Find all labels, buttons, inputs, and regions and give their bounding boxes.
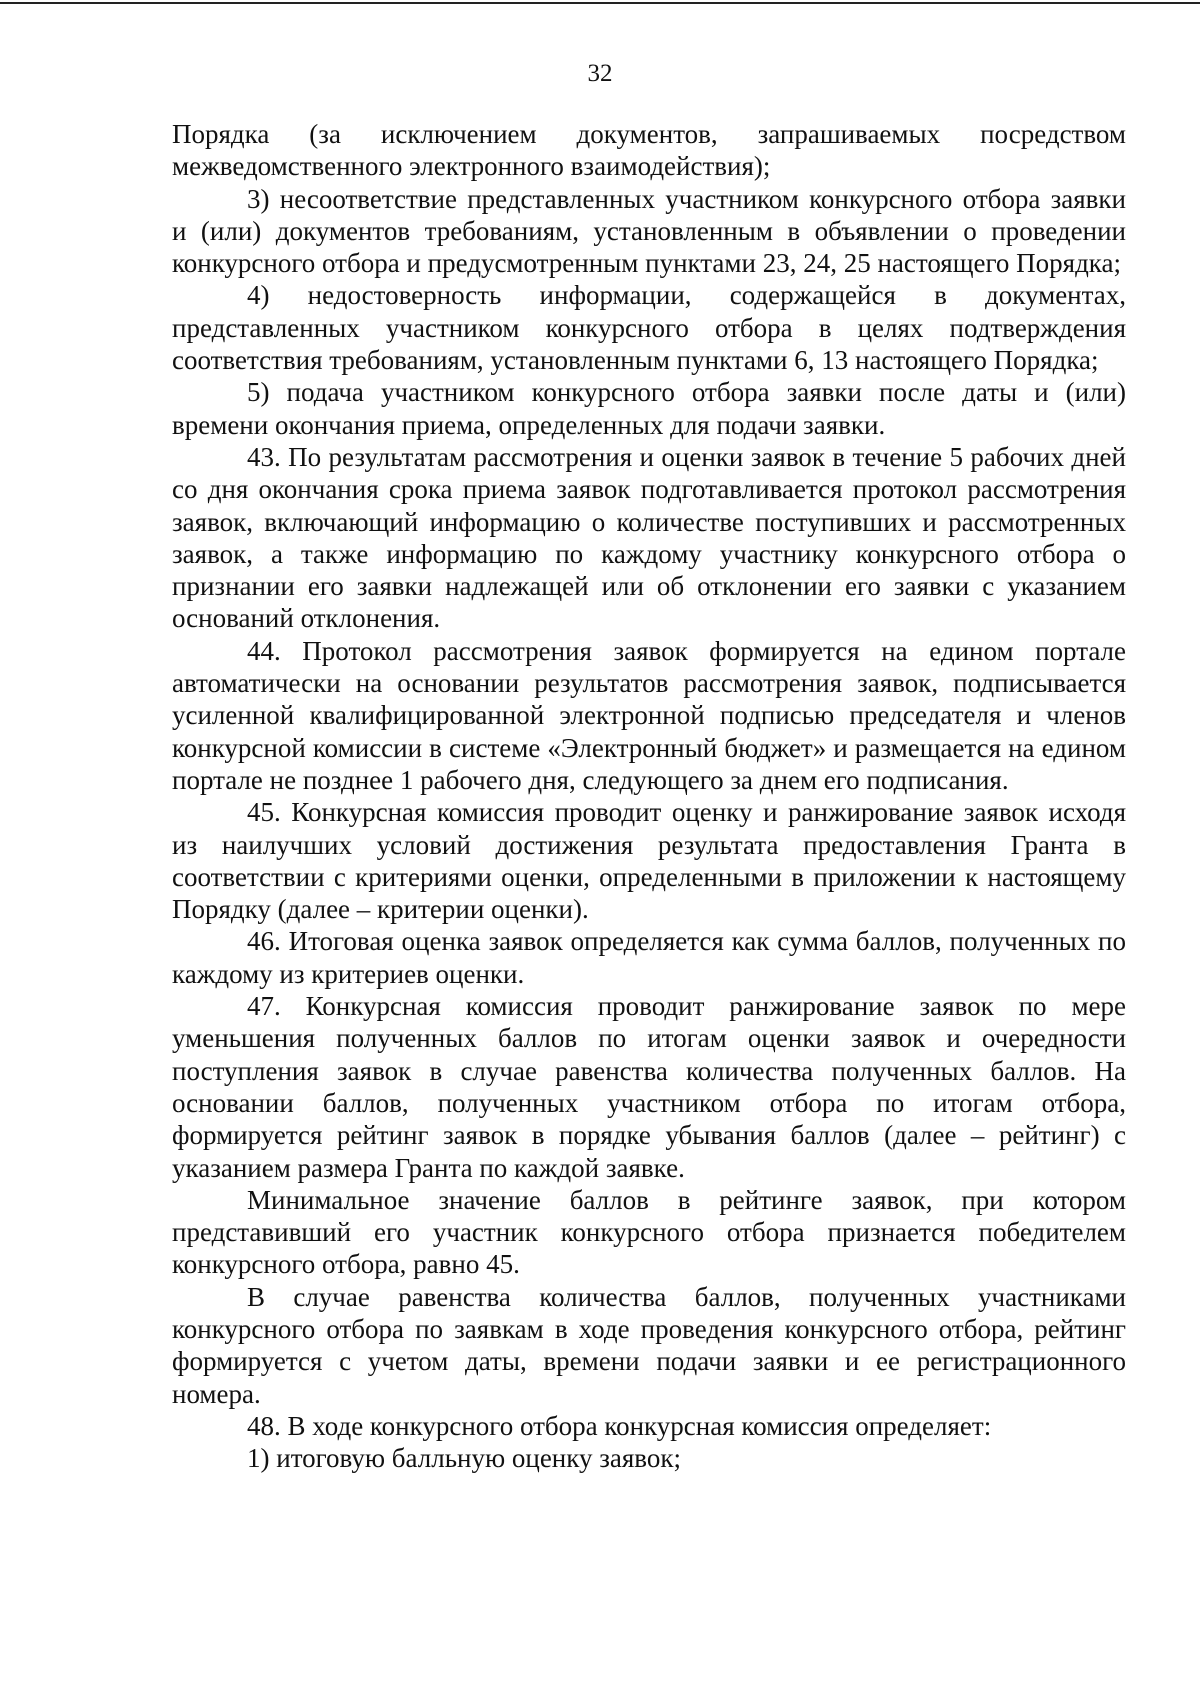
paragraph: 4) недостоверность информации, содержащейся в документах, представленных участником конкурсного отбора в целях подтверждения соответствия требованиям, установленным пунктами 6, 13 настоящего Порядка;: [172, 280, 1126, 376]
paragraph: 44. Протокол рассмотрения заявок формируется на едином портале автоматически на основании результатов рассмотрения заявок, подписывается усиленной квалифицированной электронной подписью председателя и членов конкурсной комиссии в системе «Электронный бюджет» и размещается на едином портале не позднее 1 рабочего дня, следующего за днем его подписания.: [172, 635, 1126, 795]
paragraph: 47. Конкурсная комиссия проводит ранжирование заявок по мере уменьшения полученных баллов по итогам оценки заявок и очередности поступления заявок в случае равенства количества полученных баллов. На основании баллов, полученных участником отбора по итогам отбора, формируется рейтинг заявок в порядке убывания баллов (далее – рейтинг) с указанием размера Гранта по каждой заявке.: [172, 991, 1126, 1183]
paragraph: Порядка (за исключением документов, запрашиваемых посредством межведомственного электронного взаимодействия);: [172, 119, 1126, 182]
paragraph: 46. Итоговая оценка заявок определяется как сумма баллов, полученных по каждому из критериев оценки.: [172, 926, 1126, 989]
paragraph: Минимальное значение баллов в рейтинге заявок, при котором представивший его участник конкурсного отбора признается победителем конкурсного отбора, равно 45.: [172, 1184, 1126, 1280]
paragraph: В случае равенства количества баллов, полученных участниками конкурсного отбора по заявкам в ходе проведения конкурсного отбора, рейтинг формируется с учетом даты, времени подачи заявки и ее регистрационного номера.: [172, 1281, 1126, 1409]
paragraph: 45. Конкурсная комиссия проводит оценку и ранжирование заявок исходя из наилучших условий достижения результата предоставления Гранта в соответствии с критериями оценки, определенными в приложении к настоящему Порядку (далее – критерии оценки).: [172, 797, 1126, 925]
paragraph: 48. В ходе конкурсного отбора конкурсная комиссия определяет:: [247, 1410, 992, 1441]
paragraph: 3) несоответствие представленных участником конкурсного отбора заявки и (или) документов требованиям, установленным в объявлении о проведении конкурсного отбора и предусмотренным пунктами 23, 24, 25 настоящего Порядка;: [172, 183, 1126, 279]
paragraph: 5) подача участником конкурсного отбора заявки после даты и (или) времени окончания приема, определенных для подачи заявки.: [172, 377, 1126, 440]
paragraph: 1) итоговую балльную оценку заявок;: [247, 1443, 681, 1474]
scan-edge-line: [0, 2, 1200, 4]
page-number: 32: [587, 60, 613, 87]
paragraph: 43. По результатам рассмотрения и оценки заявок в течение 5 рабочих дней со дня окончания срока приема заявок подготавливается протокол рассмотрения заявок, включающий информацию о количестве поступивших и рассмотренных заявок, а также информацию по каждому участнику конкурсного отбора о признании его заявки надлежащей или об отклонении его заявки с указанием оснований отклонения.: [172, 441, 1126, 634]
document-body: [172, 118, 1126, 1474]
